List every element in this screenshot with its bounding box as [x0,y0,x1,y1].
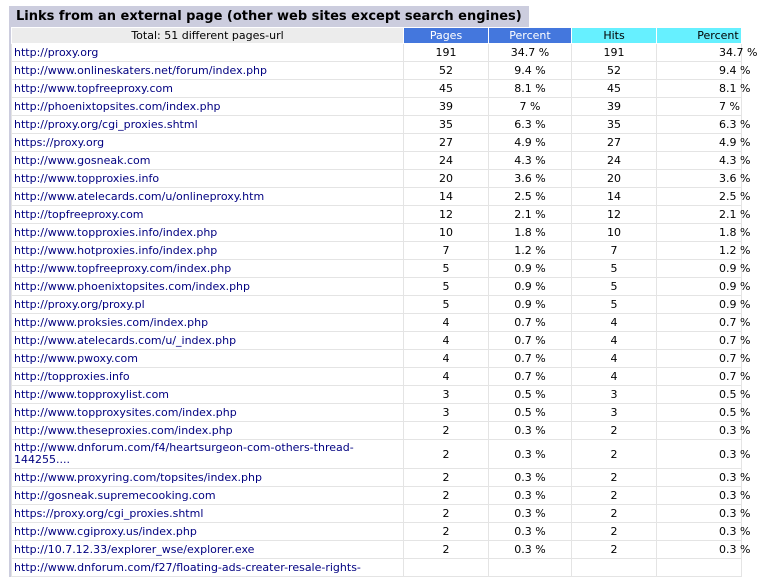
table-row [12,487,742,505]
hits-count: 5 [572,278,657,296]
pages-count: 5 [404,260,489,278]
hits-percent: 0.5 % [657,386,742,404]
referrer-url-link[interactable]: http://www.topproxies.info/index.php [12,224,404,242]
referrer-url-link[interactable]: http://www.theseproxies.com/index.php [12,422,404,440]
table-row [12,260,742,278]
hits-percent: 3.6 % [657,170,742,188]
table-row [12,523,742,541]
pages-percent: 0.3 % [489,523,572,541]
pages-count: 5 [404,296,489,314]
pages-percent: 4.3 % [489,152,572,170]
pages-percent: 0.5 % [489,386,572,404]
hits-count: 35 [572,116,657,134]
hits-percent: 0.7 % [657,350,742,368]
hits-percent [657,559,742,577]
hits-count: 5 [572,296,657,314]
hits-count: 2 [572,440,657,469]
pages-count: 4 [404,332,489,350]
table-row [12,469,742,487]
table-row [12,350,742,368]
referrer-url-link[interactable]: http://www.phoenixtopsites.com/index.php [12,278,404,296]
pages-percent: 8.1 % [489,80,572,98]
hits-percent: 8.1 % [657,80,742,98]
pages-count: 2 [404,440,489,469]
referrer-url-link[interactable]: http://www.topproxysites.com/index.php [12,404,404,422]
table-row [12,332,742,350]
pages-count: 2 [404,422,489,440]
hits-percent: 34.7 % [657,44,742,62]
hits-percent: 0.3 % [657,523,742,541]
pages-count: 7 [404,242,489,260]
pages-percent: 0.7 % [489,368,572,386]
hits-count: 39 [572,98,657,116]
hits-percent: 2.5 % [657,188,742,206]
hits-percent-header: Percent [657,28,742,44]
hits-count: 2 [572,469,657,487]
hits-percent: 1.2 % [657,242,742,260]
referrer-url-link[interactable]: http://www.topfreeproxy.com [12,80,404,98]
referrer-url-link[interactable]: http://www.topfreeproxy.com/index.php [12,260,404,278]
hits-count: 4 [572,314,657,332]
pages-percent: 0.3 % [489,422,572,440]
hits-count: 3 [572,386,657,404]
referrer-url-link[interactable]: http://proxy.org/proxy.pl [12,296,404,314]
referrer-url-link[interactable]: http://proxy.org/cgi_proxies.shtml [12,116,404,134]
pages-count: 52 [404,62,489,80]
pages-percent: 2.1 % [489,206,572,224]
pages-count: 2 [404,523,489,541]
pages-percent: 2.5 % [489,188,572,206]
table-row [12,242,742,260]
table-row [12,278,742,296]
hits-count: 52 [572,62,657,80]
pages-count: 2 [404,487,489,505]
hits-percent: 9.4 % [657,62,742,80]
referrer-url-link[interactable]: https://proxy.org/cgi_proxies.shtml [12,505,404,523]
pages-count: 3 [404,404,489,422]
hits-count: 2 [572,422,657,440]
table-body [12,44,757,577]
pages-percent: 0.3 % [489,541,572,559]
pages-count: 27 [404,134,489,152]
table-row [12,44,742,62]
table-row [12,368,742,386]
referrer-url-link[interactable]: http://www.proksies.com/index.php [12,314,404,332]
hits-percent: 0.3 % [657,422,742,440]
pages-percent: 1.2 % [489,242,572,260]
hits-percent: 0.9 % [657,260,742,278]
pages-count: 14 [404,188,489,206]
hits-count: 7 [572,242,657,260]
external-links-section [9,6,757,574]
table-row [12,152,742,170]
table-row [12,296,742,314]
pages-count: 20 [404,170,489,188]
pages-percent: 0.9 % [489,260,572,278]
pages-percent: 0.5 % [489,404,572,422]
table-row [12,541,742,559]
hits-percent: 0.3 % [657,440,742,469]
hits-count: 12 [572,206,657,224]
pages-count: 5 [404,278,489,296]
pages-percent: 0.3 % [489,440,572,469]
referrer-url-link[interactable]: http://www.hotproxies.info/index.php [12,242,404,260]
referrer-url-link[interactable]: http://topproxies.info [12,368,404,386]
hits-percent: 0.7 % [657,314,742,332]
pages-percent: 0.9 % [489,296,572,314]
hits-count: 4 [572,350,657,368]
hits-count: 14 [572,188,657,206]
referrer-url-link[interactable]: http://www.cgiproxy.us/index.php [12,523,404,541]
table-row [12,404,742,422]
hits-count: 2 [572,487,657,505]
pages-count: 45 [404,80,489,98]
hits-count: 191 [572,44,657,62]
referrer-url-link[interactable]: http://proxy.org [12,44,404,62]
referrer-url-link[interactable]: http://phoenixtopsites.com/index.php [12,98,404,116]
hits-percent: 0.3 % [657,541,742,559]
table-row [12,80,742,98]
hits-percent: 0.7 % [657,332,742,350]
pages-percent: 0.3 % [489,505,572,523]
hits-percent: 0.9 % [657,278,742,296]
pages-count: 24 [404,152,489,170]
pages-count: 12 [404,206,489,224]
table-container [9,27,757,577]
referrer-url-link[interactable]: http://www.onlineskaters.net/forum/index.php [12,62,404,80]
hits-percent: 7 % [657,98,742,116]
pages-percent: 0.7 % [489,314,572,332]
table-row [12,422,742,440]
hits-count: 5 [572,260,657,278]
table-row [12,505,742,523]
pages-count: 2 [404,469,489,487]
external-links-table [11,27,757,577]
hits-count: 4 [572,368,657,386]
hits-count: 20 [572,170,657,188]
pages-percent: 0.7 % [489,350,572,368]
hits-count: 3 [572,404,657,422]
hits-percent: 0.3 % [657,469,742,487]
hits-count: 2 [572,541,657,559]
referrer-url-link[interactable]: http://www.proxyring.com/topsites/index.php [12,469,404,487]
hits-count [572,559,657,577]
pages-percent: 0.3 % [489,469,572,487]
table-row [12,224,742,242]
table-row [12,98,742,116]
referrer-url-link[interactable]: http://www.atelecards.com/u/onlineproxy.htm [12,188,404,206]
referrer-url-link[interactable]: http://www.gosneak.com [12,152,404,170]
pages-percent: 0.9 % [489,278,572,296]
pages-percent: 6.3 % [489,116,572,134]
pages-header: Pages [404,28,489,44]
hits-count: 24 [572,152,657,170]
pages-percent: 34.7 % [489,44,572,62]
hits-percent: 0.3 % [657,505,742,523]
hits-count: 27 [572,134,657,152]
referrer-url-link[interactable]: http://www.topproxies.info [12,170,404,188]
hits-percent: 0.9 % [657,296,742,314]
pages-percent: 7 % [489,98,572,116]
hits-percent: 0.7 % [657,368,742,386]
hits-percent: 1.8 % [657,224,742,242]
table-row [12,62,742,80]
hits-percent: 2.1 % [657,206,742,224]
hits-percent: 4.3 % [657,152,742,170]
pages-count: 35 [404,116,489,134]
pages-count: 3 [404,386,489,404]
pages-percent: 9.4 % [489,62,572,80]
pages-percent: 0.7 % [489,332,572,350]
referrer-url-link[interactable]: http://10.7.12.33/explorer_wse/explorer.exe [12,541,404,559]
hits-count: 2 [572,505,657,523]
pages-count [404,559,489,577]
pages-count: 4 [404,368,489,386]
referrer-url-link[interactable]: http://www.atelecards.com/u/_index.php [12,332,404,350]
hits-percent: 6.3 % [657,116,742,134]
hits-header: Hits [572,28,657,44]
referrer-url-link[interactable]: http://gosneak.supremecooking.com [12,487,404,505]
hits-percent: 0.5 % [657,404,742,422]
pages-percent [489,559,572,577]
referrer-url-link[interactable]: http://www.dnforum.com/f27/floating-ads-creater-resale-rights- [12,559,404,577]
hits-count: 2 [572,523,657,541]
table-row [12,188,742,206]
table-row [12,559,742,577]
table-row [12,170,742,188]
referrer-url-link[interactable]: http://www.topproxylist.com [12,386,404,404]
pages-percent: 3.6 % [489,170,572,188]
pages-count: 10 [404,224,489,242]
total-header: Total: 51 different pages-url [12,28,404,44]
section-title: Links from an external page (other web sites except search engines) [9,6,529,27]
pages-count: 39 [404,98,489,116]
pages-percent: 4.9 % [489,134,572,152]
pages-percent: 1.8 % [489,224,572,242]
table-row [12,206,742,224]
pages-count: 2 [404,541,489,559]
pages-count: 4 [404,350,489,368]
referrer-url-link[interactable]: http://topfreeproxy.com [12,206,404,224]
table-row [12,440,742,469]
table-row [12,314,742,332]
hits-count: 10 [572,224,657,242]
table-row [12,386,742,404]
pages-count: 4 [404,314,489,332]
pages-percent-header: Percent [489,28,572,44]
hits-count: 45 [572,80,657,98]
table-row [12,134,742,152]
header-row [12,28,742,44]
referrer-url-link[interactable]: https://proxy.org [12,134,404,152]
hits-count: 4 [572,332,657,350]
hits-percent: 0.3 % [657,487,742,505]
table-row [12,116,742,134]
hits-percent: 4.9 % [657,134,742,152]
referrer-url-link[interactable]: http://www.dnforum.com/f4/heartsurgeon-com-others-thread-144255.... [12,440,404,469]
pages-count: 2 [404,505,489,523]
referrer-url-link[interactable]: http://www.pwoxy.com [12,350,404,368]
pages-count: 191 [404,44,489,62]
pages-percent: 0.3 % [489,487,572,505]
